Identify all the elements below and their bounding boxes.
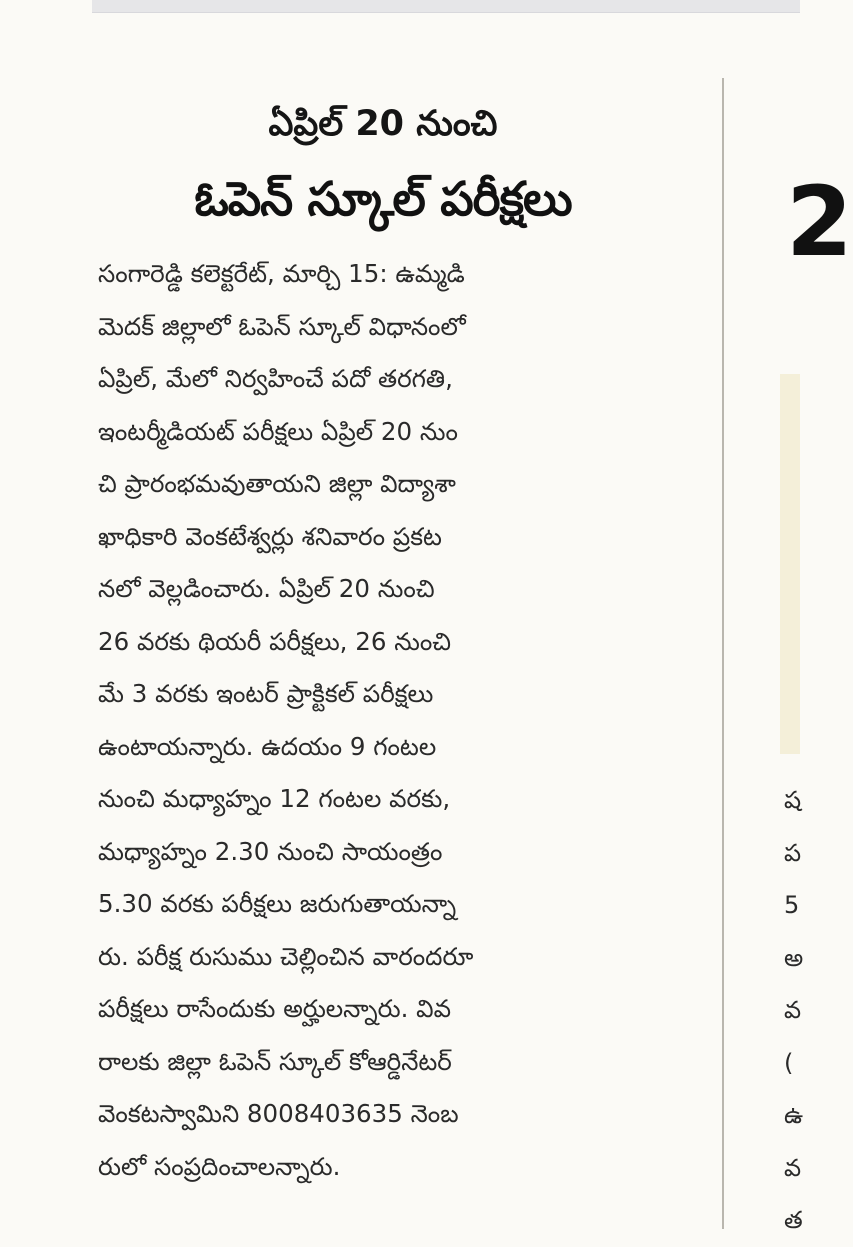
adjacent-article-fragment: [728, 78, 853, 1234]
article-kicker: ఏప్రిల్ 20 నుంచి: [268, 104, 498, 144]
adjacent-body-fragment: [784, 774, 814, 1247]
news-article: [98, 92, 668, 1229]
article-body-line: రాలకు జిల్లా ఓపెన్ స్కూల్ కోఆర్డినేటర్: [98, 1046, 452, 1076]
article-headline: ఓపెన్ స్కూల్ పరీక్షలు: [194, 172, 572, 227]
article-body-line: మే 3 వరకు ఇంటర్ ప్రాక్టికల్ పరీక్షలు: [98, 679, 434, 708]
article-body-line: పరీక్షలు రాసేందుకు అర్హులన్నారు. వివ: [98, 994, 452, 1023]
adjacent-photo-box: [780, 374, 800, 754]
article-body-line: రు. పరీక్ష రుసుము చెల్లించిన వారందరూ: [98, 941, 474, 971]
adjacent-line-fragment: ప: [784, 838, 802, 867]
adjacent-line-fragment: ఉ: [784, 1101, 804, 1129]
column-divider: [722, 78, 724, 1229]
article-body-line: నలో వెల్లడించారు. ఏప్రిల్ 20 నుంచి: [98, 574, 435, 603]
article-body-line: 5.30 వరకు పరీక్షలు జరుగుతాయన్నా: [98, 889, 457, 918]
adjacent-line-fragment: (: [784, 1048, 794, 1077]
adjacent-line-fragment: ష: [784, 786, 802, 814]
adjacent-headline-fragment: 2: [786, 166, 853, 278]
adjacent-line-fragment: త: [784, 1206, 803, 1234]
article-body-line: రులో సంప్రదించాలన్నారు.: [98, 1151, 341, 1181]
article-body-line: ఇంటర్మీడియట్ పరీక్షలు ఏప్రిల్ 20 నుం: [98, 416, 458, 446]
article-body-line: ఏప్రిల్, మేలో నిర్వహించే పదో తరగతి,: [98, 364, 453, 393]
article-body-line: మెదక్ జిల్లాలో ఓపెన్ స్కూల్ విధానంలో: [98, 311, 466, 341]
adjacent-line-fragment: వ: [784, 1153, 802, 1182]
article-body-line: వెంకటస్వామిని 8008403635 నెంబ: [98, 1099, 459, 1128]
article-body-line: ఖాధికారి వెంకటేశ్వర్లు శనివారం ప్రకట: [98, 521, 442, 551]
article-body-line: నుంచి మధ్యాహ్నం 12 గంటల వరకు,: [98, 784, 451, 813]
adjacent-line-fragment: వ: [784, 996, 802, 1024]
article-body-line: మధ్యాహ్నం 2.30 నుంచి సాయంత్రం: [98, 836, 443, 866]
adjacent-line-fragment: 5: [784, 891, 800, 919]
article-body-line: 26 వరకు థియరీ పరీక్షలు, 26 నుంచి: [98, 626, 452, 656]
article-body-line: ఉంటాయన్నారు. ఉదయం 9 గంటల: [98, 731, 437, 761]
adjacent-line-fragment: అ: [784, 943, 804, 972]
article-body-line: చి ప్రారంభమవుతాయని జిల్లా విద్యాశా: [98, 469, 456, 498]
article-body-line: సంగారెడ్డి కలెక్టరేట్, మార్చి 15: ఉమ్మడి: [98, 259, 465, 288]
page-top-edge: [92, 0, 800, 13]
article-body: [98, 242, 668, 1193]
